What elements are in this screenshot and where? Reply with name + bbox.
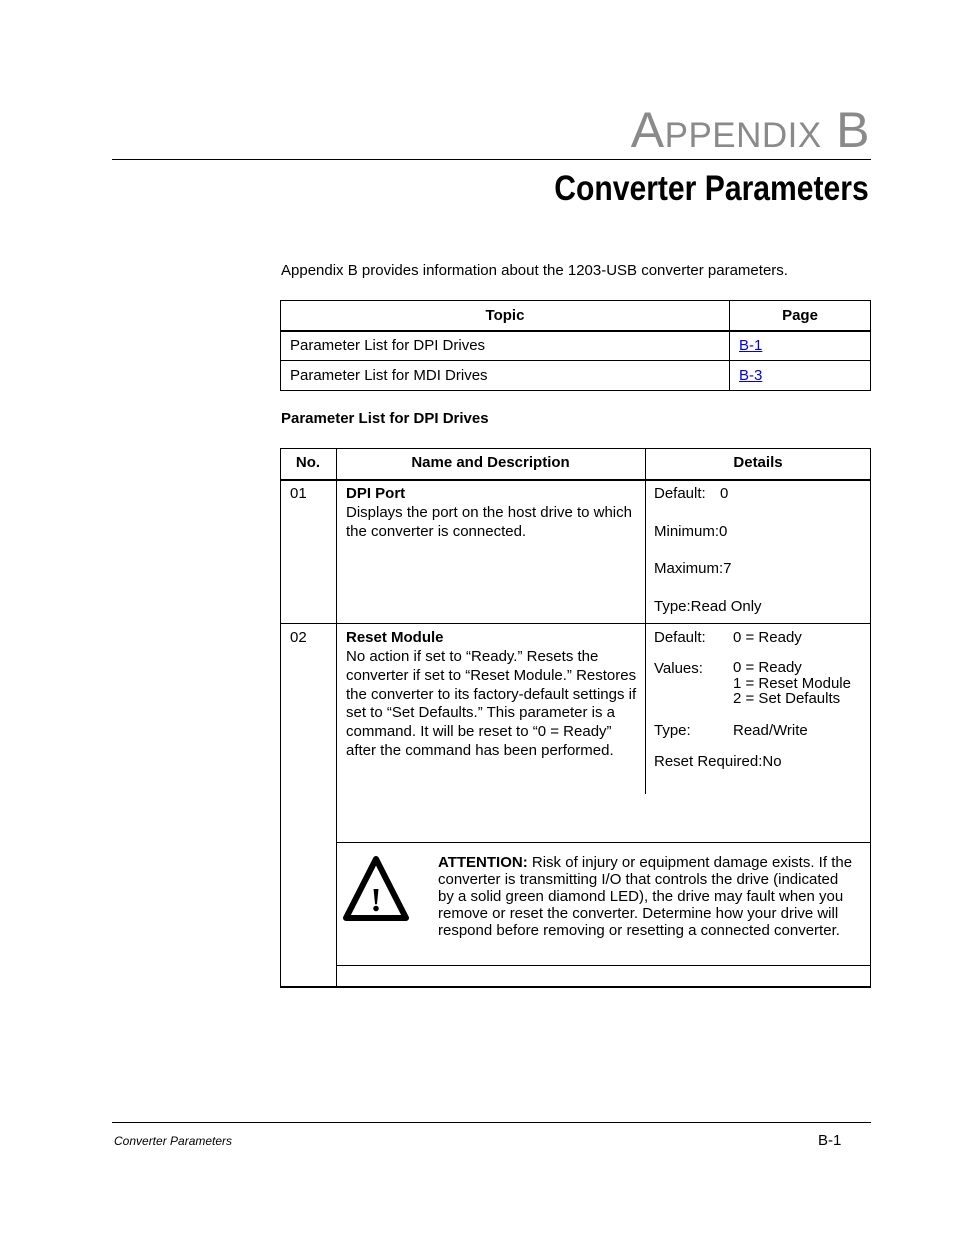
appendix-label: Appendix B [630,102,870,158]
param-number: 01 [290,485,307,502]
footer-rule [112,1122,871,1123]
default-label: Default: [654,629,706,646]
row-divider [280,623,871,624]
minimum-value: Minimum:0 [654,523,728,540]
attention-bottom-divider [336,965,871,966]
param-name: Reset Module [346,629,444,646]
warning-triangle-icon [343,856,409,922]
page-cell [730,331,871,361]
name-column-header: Name and Description [411,454,570,471]
values-label: Values: [654,660,703,677]
page-column-header: Page [730,301,871,331]
value-option: 2 = Set Defaults [733,690,841,708]
reset-required: Reset Required:No [654,753,782,770]
param-name: DPI Port [346,485,406,502]
topic-column-header: Topic [281,301,730,331]
maximum-value: Maximum:7 [654,560,732,577]
page-link-b1[interactable]: B-1 [739,337,763,355]
no-column-header: No. [295,454,321,471]
attention-message [438,854,858,939]
column-divider [336,448,337,988]
param-number: 02 [290,629,307,646]
topic-table [280,300,871,391]
type-label: Type: [654,722,691,739]
default-value: 0 [720,485,729,502]
default-value: 0 = Ready [733,629,802,646]
details-column-header: Details [733,454,783,471]
type-value: Read/Write [733,722,808,739]
topic-cell: Parameter List for DPI Drives [281,331,730,361]
table-row [281,331,871,361]
page-link-b3[interactable]: B-3 [739,367,763,384]
value-option: 1 = Reset Module [733,674,851,692]
intro-paragraph: Appendix B provides information about the 1203-USB converter parameters. [281,262,788,279]
attention-top-divider [336,842,871,843]
type-value: Type:Read Only [654,598,762,615]
column-divider [645,448,646,794]
param-description: Displays the port on the host drive to which the converter is connected. [346,504,632,540]
values-list [733,660,851,707]
header-rule [112,159,871,160]
chapter-title: Converter Parameters [554,169,869,208]
footer-title: Converter Parameters [114,1134,233,1148]
table-row [281,361,871,391]
param-description: No action if set to “Ready.” Resets the converter if set to “Reset Module.” Restores the converter to its factory-default settings if set to “Set Defaults.” This parameter is a command. It will be reset to “0 = Ready” after the command has been performed. [346,648,637,759]
attention-text: Risk of injury or equipment damage exists. If the converter is transmitting I/O that controls the drive (indicated by a solid green diamond LED), the drive may fault when you remove or reset the converter. Determine how your drive will respond before removing or resetting a connected converter. [438,854,853,939]
value-option: 0 = Ready [733,659,802,676]
default-label: Default: [654,485,706,502]
footer-page-number: B-1 [818,1132,842,1149]
attention-label: ATTENTION: [438,854,528,871]
svg-text:!: ! [370,882,382,919]
topic-cell: Parameter List for MDI Drives [281,361,730,391]
header-divider [280,479,871,481]
section-heading: Parameter List for DPI Drives [281,410,489,427]
page-cell [730,361,871,391]
topic-table-header [281,301,871,331]
